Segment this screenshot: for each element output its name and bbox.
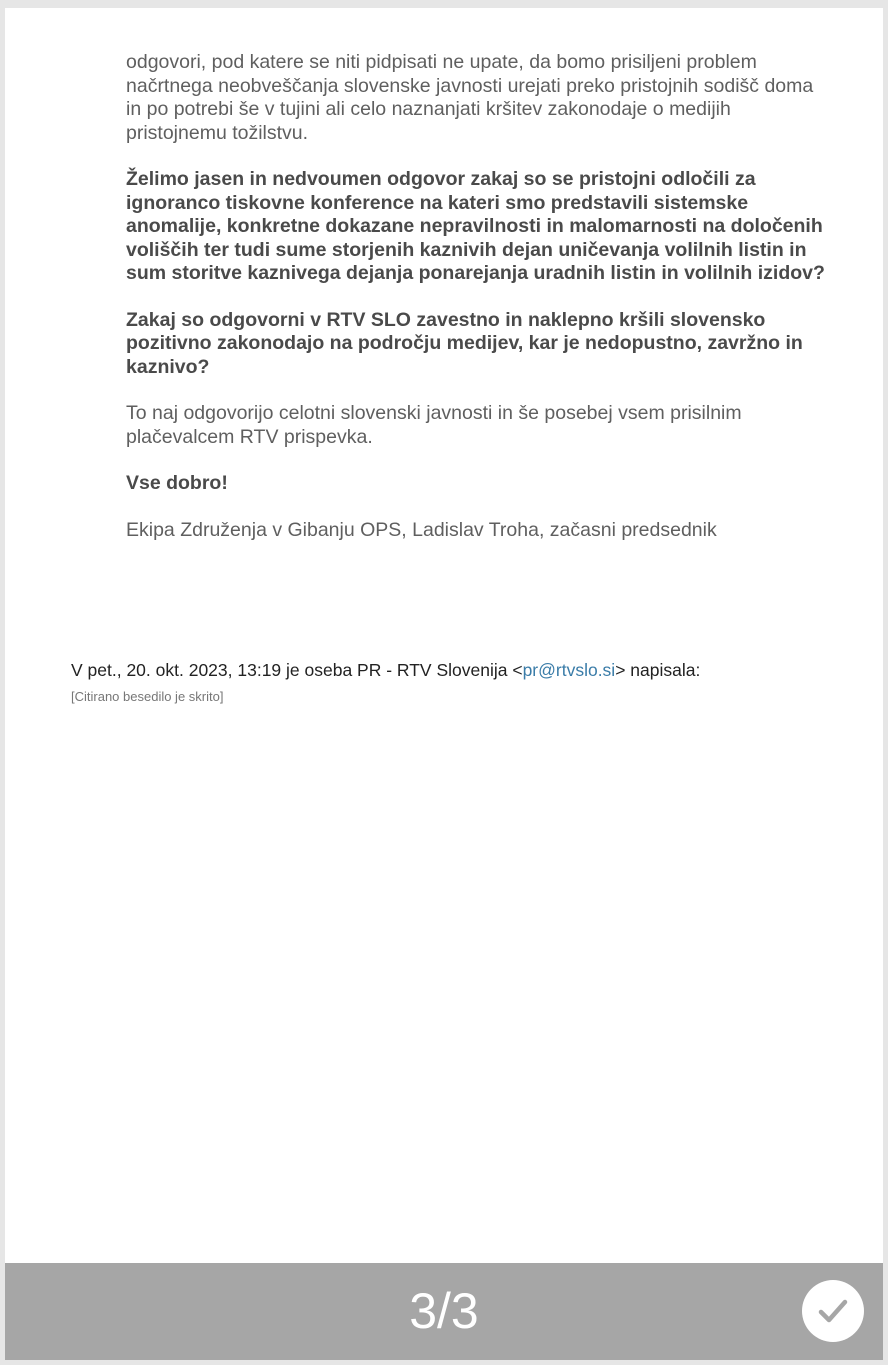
confirm-button[interactable] — [802, 1280, 864, 1342]
signature: Ekipa Združenja v Gibanju OPS, Ladislav Troha, začasni predsednik — [126, 518, 717, 541]
document-page — [5, 8, 883, 1263]
page-counter: 3/3 — [409, 1283, 479, 1339]
paragraph-legal-action: odgovori, pod katere se niti pidpisati ne upate, da bomo prisiljeni problem načrtnega neobveščanja slovenske javnosti urejati preko pristojnih sodišč doma in po potrebi še v tujini ali celo naznanjati kršitev zakonodaje o medijih pristojnemu tožilstvu. — [126, 51, 814, 144]
email-body — [126, 51, 831, 565]
quote-header-prefix: V pet., 20. okt. 2023, 13:19 je oseba PR - RTV Slovenija < — [71, 660, 523, 680]
sender-email-link[interactable]: pr@rtvslo.si — [522, 660, 616, 680]
paragraph-request-answer: To naj odgovorijo celotni slovenski javnosti in še posebej vsem prisilnim plačevalcem RTV prispevka. — [126, 402, 742, 448]
quote-header-suffix: > napisala: — [615, 660, 701, 680]
checkmark-icon — [813, 1291, 853, 1331]
quoted-message-header — [71, 659, 851, 681]
closing-greeting: Vse dobro! — [126, 472, 228, 494]
paragraph-question-legislation: Zakaj so odgovorni v RTV SLO zavestno in naklepno kršili slovensko pozitivno zakonodajo na področju medijev, kar je nedopustno, zavržno in kaznivo? — [126, 308, 803, 378]
page-navigation-bar — [5, 1263, 883, 1360]
paragraph-question-ignorance: Želimo jasen in nedvoumen odgovor zakaj so se pristojni odločili za ignoranco tiskovne konference na kateri smo predstavili sistemske anomalije, konkretne dokazane nepravilnosti in malomarnosti na določenih voliščih ter tudi sume storjenih kaznivih dejan uničevanja volilnih listin in sum storitve kaznivega dejanja ponarejanja uradnih listin in volilnih izidov? — [126, 168, 825, 284]
quoted-text-hidden-note[interactable]: [Citirano besedilo je skrito] — [71, 689, 224, 704]
